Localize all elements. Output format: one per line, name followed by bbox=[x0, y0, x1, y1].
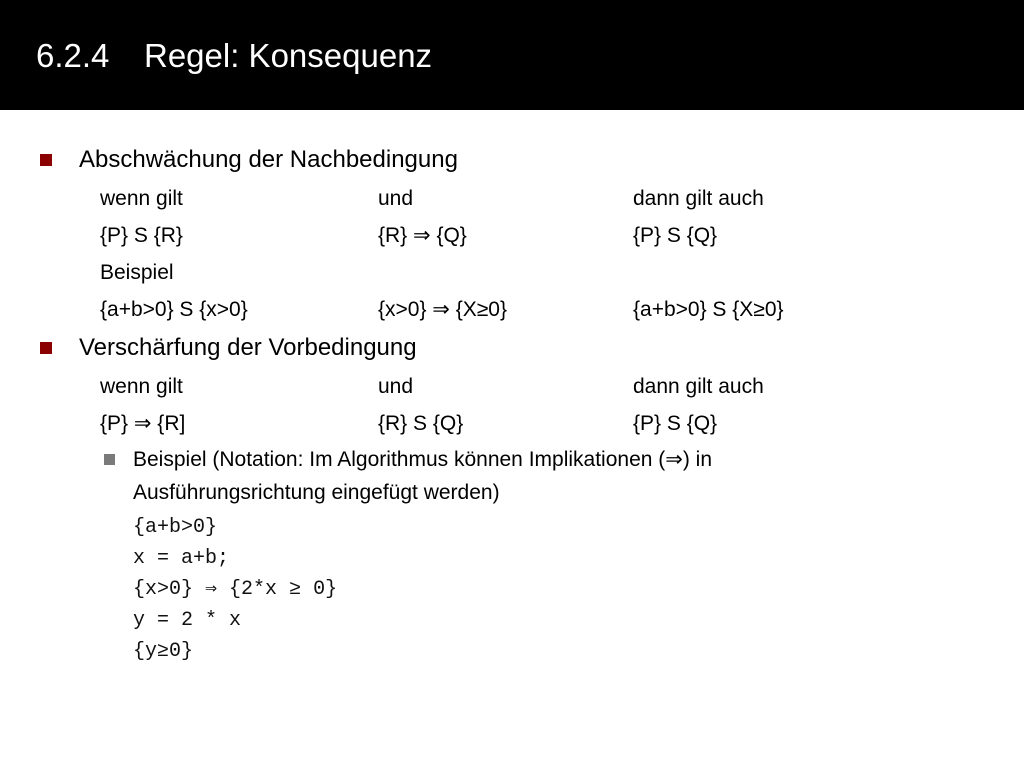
section1-row1-col2: und bbox=[378, 187, 414, 210]
slide-header bbox=[0, 0, 1024, 110]
bullet-square-icon bbox=[40, 154, 52, 166]
section1-row2-col1: {P} S {R} bbox=[100, 224, 183, 247]
sub-bullet-square-icon bbox=[104, 454, 115, 465]
section2-row1-col3: dann gilt auch bbox=[633, 375, 764, 398]
section1-row4-col3: {a+b>0} S {X≥0} bbox=[633, 298, 784, 321]
section2-row2-col1: {P} ⇒ {R] bbox=[100, 412, 186, 435]
section2-row2-col3: {P} S {Q} bbox=[633, 412, 718, 435]
bullet-square-icon bbox=[40, 342, 52, 354]
slide-title: Regel: Konsequenz bbox=[144, 37, 433, 74]
slide-number: 6.2.4 bbox=[36, 37, 110, 74]
section1-example-label: Beispiel bbox=[100, 261, 174, 284]
code-line-3: {x>0} ⇒ {2*x ≥ 0} bbox=[133, 578, 338, 601]
section2-row2-col2: {R} S {Q} bbox=[378, 412, 464, 435]
section1-row2-col3: {P} S {Q} bbox=[633, 224, 718, 247]
code-line-2: x = a+b; bbox=[133, 547, 230, 570]
section2-row1-col2: und bbox=[378, 375, 414, 398]
section2-row1-col1: wenn gilt bbox=[100, 375, 183, 398]
section2-heading: Verschärfung der Vorbedingung bbox=[79, 334, 417, 361]
code-line-5: {y≥0} bbox=[133, 640, 194, 663]
section1-row1-col3: dann gilt auch bbox=[633, 187, 764, 210]
sub-bullet-text-line2: Ausführungsrichtung eingefügt werden) bbox=[133, 481, 500, 504]
code-line-1: {a+b>0} bbox=[133, 516, 218, 539]
code-line-4: y = 2 * x bbox=[133, 609, 242, 632]
section1-row4-col1: {a+b>0} S {x>0} bbox=[100, 298, 248, 321]
sub-bullet-text-line1: Beispiel (Notation: Im Algorithmus können Implikationen (⇒) in bbox=[133, 448, 713, 471]
section1-row4-col2: {x>0} ⇒ {X≥0} bbox=[378, 298, 507, 321]
section1-row2-col2: {R} ⇒ {Q} bbox=[378, 224, 467, 247]
section1-row1-col1: wenn gilt bbox=[100, 187, 183, 210]
section1-heading: Abschwächung der Nachbedingung bbox=[79, 146, 458, 173]
